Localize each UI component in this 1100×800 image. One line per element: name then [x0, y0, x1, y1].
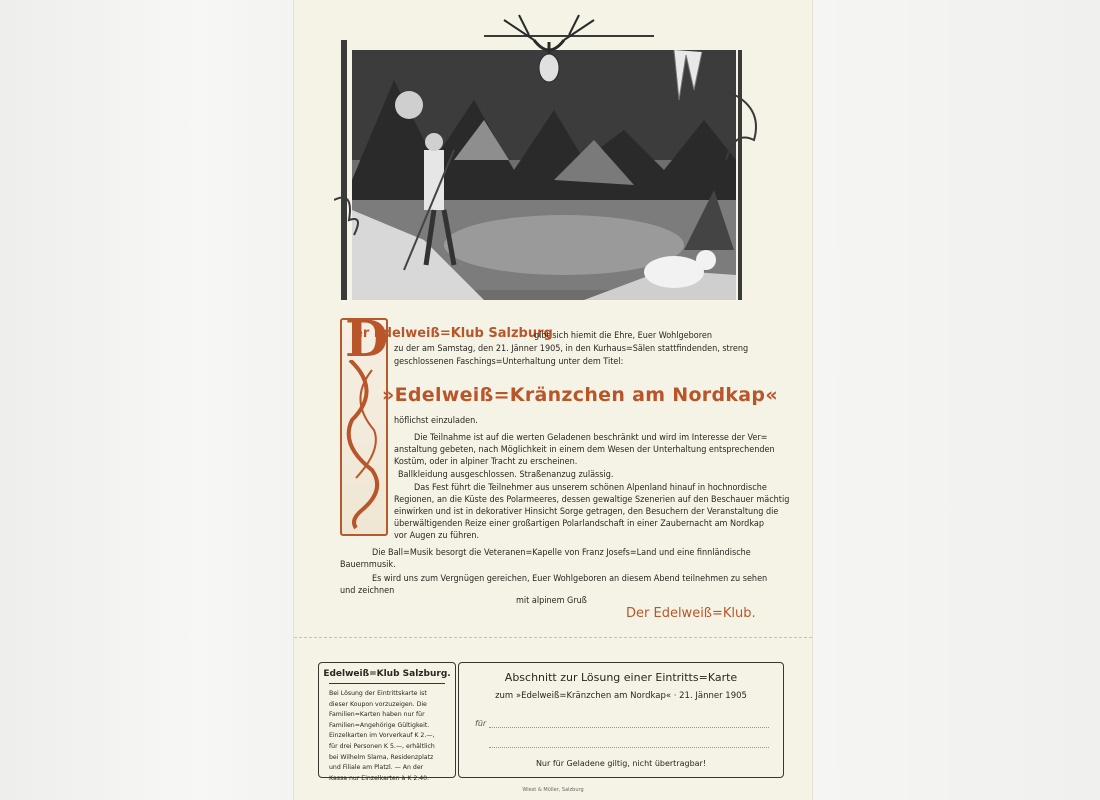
- info-line: Familien=Angehörige Gültigkeit.: [329, 721, 430, 729]
- dress-code: Ballkleidung ausgeschlossen. Straßenanzug zulässig.: [398, 470, 614, 480]
- initial-letter: D: [345, 309, 389, 368]
- paragraph1-line-1: Die Teilnahme ist auf die werten Geladenen beschränkt und wird im Interesse der Ver=: [414, 433, 768, 443]
- event-title: »Edelweiß=Kränzchen am Nordkap«: [382, 384, 778, 406]
- paragraph2-line-5: vor Augen zu führen.: [394, 531, 480, 541]
- paragraph2-line-2: Regionen, an die Küste des Polarmeeres, dessen gewaltige Szenerien auf den Beschauer mächtig: [394, 495, 790, 505]
- info-coupon: [318, 662, 456, 782]
- intro-line-2: zu der am Samstag, den 21. Jänner 1905, in den Kurhaus=Sälen stattfindenden, streng: [394, 344, 749, 354]
- info-line: und Filiale am Platzl. — An der: [329, 764, 424, 772]
- invitation-sheet: [294, 0, 812, 800]
- info-line: bei Wilhelm Slama, Residenzplatz: [329, 753, 434, 761]
- paragraph2-line-3: einwirken und ist in dekorativer Hinsicht Sorge getragen, den Besuchern der Veranstaltung die: [394, 507, 779, 517]
- intro-line-1: gibt sich hiemit die Ehre, Euer Wohlgeboren: [534, 331, 713, 341]
- info-line: Kassa nur Einzelkarten à K 2.40.: [329, 774, 430, 782]
- name-line-2[interactable]: [489, 747, 769, 748]
- info-line: dieser Koupon vorzuzeigen. Die: [329, 700, 427, 708]
- info-coupon-body: [329, 689, 447, 784]
- divider: [329, 683, 445, 684]
- invite-line: höflichst einzuladen.: [394, 416, 478, 426]
- polar-landscape-illustration: [334, 10, 774, 310]
- paragraph2-line-4: überwältigenden Reize einer großartigen Polarlandschaft in einer Zaubernacht am Nordkap: [394, 519, 764, 529]
- paragraph3-line-2: Bauernmusik.: [340, 560, 396, 570]
- fuer-label: für: [475, 719, 487, 728]
- name-line-1[interactable]: [489, 727, 769, 728]
- signature: Der Edelweiß=Klub.: [626, 606, 756, 621]
- ornament-icon: [342, 360, 386, 530]
- paragraph4-line-2: und zeichnen: [340, 586, 395, 596]
- paragraph2-line-1: Das Fest führt die Teilnehmer aus unserem schönen Alpenland hinauf in hochnordische: [414, 483, 767, 493]
- printer-imprint: Wiest & Müller, Salzburg: [522, 787, 584, 793]
- info-coupon-title: Edelweiß=Klub Salzburg.: [323, 669, 451, 679]
- perforation-line: [294, 637, 812, 638]
- paragraph3-line-1: Die Ball=Musik besorgt die Veteranen=Kapelle von Franz Josefs=Land und eine finnländische: [372, 548, 751, 558]
- greeting: mit alpinem Gruß: [516, 596, 587, 606]
- info-line: für drei Personen K 5.—, erhältlich: [329, 742, 435, 750]
- info-line: Bei Lösung der Eintrittskarte ist: [329, 690, 427, 697]
- ticket-coupon-subtitle: zum »Edelweiß=Kränzchen am Nordkap« · 21. Jänner 1905: [495, 691, 747, 701]
- paragraph4-line-1: Es wird uns zum Vergnügen gereichen, Euer Wohlgeboren an diesem Abend teilnehmen zu sehen: [372, 574, 768, 584]
- ticket-coupon-title: Abschnitt zur Lösung einer Eintritts=Karte: [504, 671, 738, 684]
- intro-line-3: geschlossenen Faschings=Unterhaltung unter dem Titel:: [394, 357, 624, 367]
- info-line: Einzelkarten im Vorverkauf K 2.—,: [329, 732, 435, 740]
- host-name: er Edelweiß=Klub Salzburg: [354, 326, 553, 341]
- info-line: Familien=Karten haben nur für: [329, 711, 425, 719]
- decorative-initial: [340, 309, 389, 536]
- paragraph1-line-2: anstaltung gebeten, nach Möglichkeit in einem dem Wesen der Unterhaltung entsprechenden: [394, 445, 775, 455]
- ticket-coupon: [458, 662, 784, 778]
- paragraph1-line-3: Kostüm, oder in alpiner Tracht zu erscheinen.: [394, 457, 578, 467]
- ticket-coupon-footer: Nur für Geladene giltig, nicht übertragbar!: [535, 759, 707, 768]
